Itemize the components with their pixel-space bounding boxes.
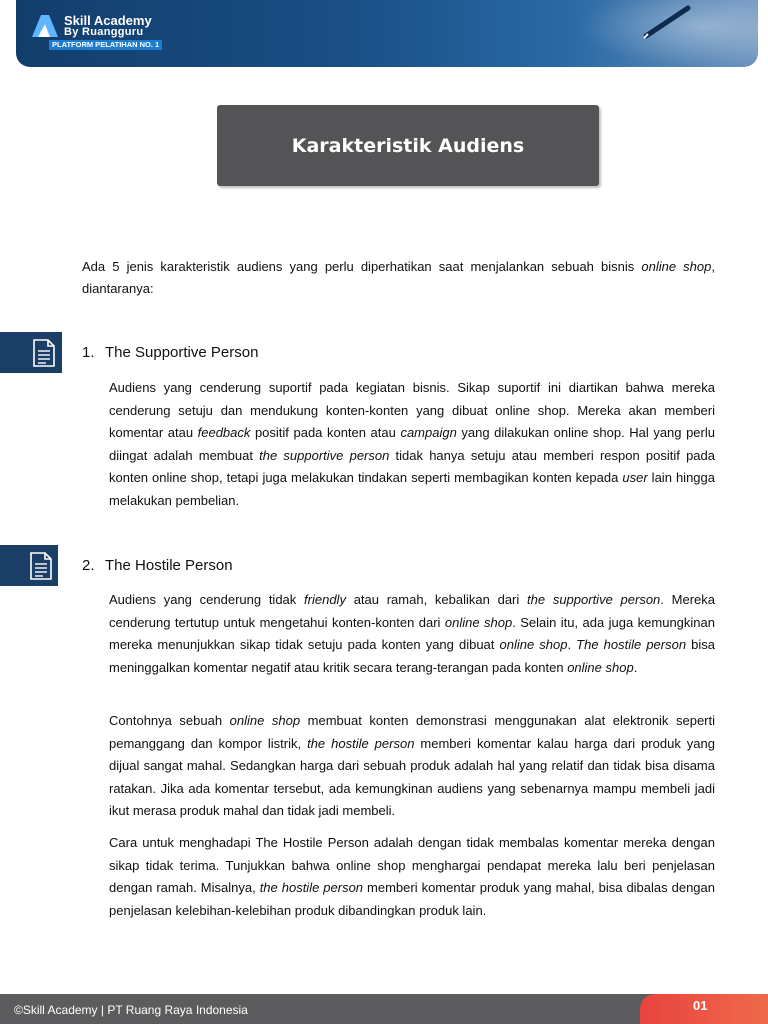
text-span: .	[633, 659, 638, 675]
intro-paragraph	[82, 256, 715, 300]
text-span: . Mereka cenderung tertutup untuk mengetahui konten-konten dari	[109, 592, 715, 630]
document-icon	[33, 339, 55, 367]
brand-subtitle: By Ruangguru	[64, 26, 144, 38]
text-span: tidak hanya setuju atau memberi respon positif pada konten online shop, tetapi juga melakukan tindakan seperti membagikan konten kepada	[109, 447, 715, 485]
text-span: Cara untuk menghadapi The Hostile Person adalah dengan tidak membalas komentar mereka dengan sikap tidak terima. Tunjukkan bahwa online shop menghargai pendapat mereka lalu beri penjelasan dengan ramah. Misalnya,	[109, 835, 715, 895]
text-span: .	[567, 637, 577, 652]
text-span: Contohnya sebuah	[109, 713, 230, 728]
skill-academy-logo-mark	[32, 15, 58, 37]
text-span: lain hingga melakukan pembelian.	[109, 470, 715, 508]
text-italic: friendly	[304, 592, 346, 607]
section-2-heading	[82, 557, 233, 574]
section-1-paragraph-1	[109, 377, 715, 512]
section-2-paragraph-1	[109, 589, 715, 679]
text-span: bisa meninggalkan komentar negatif atau kritik secara terang-terangan pada konten	[109, 637, 716, 675]
document-icon	[30, 552, 52, 580]
page-title: Karakteristik Audiens	[291, 134, 525, 157]
section-2-icon-tab	[0, 545, 58, 586]
text-span: positif pada konten atau	[250, 425, 401, 440]
section-2-paragraph-2	[109, 710, 715, 823]
text-italic: online shop	[229, 713, 301, 728]
text-italic: the hostile person	[259, 880, 364, 895]
section-1-heading	[82, 344, 258, 361]
section-1-title: The Supportive Person	[105, 344, 259, 361]
intro-text-3: , diantaranya:	[82, 259, 715, 296]
text-italic: the supportive person	[527, 592, 661, 607]
text-italic: the hostile person	[307, 735, 415, 751]
text-italic: the supportive person	[259, 447, 390, 463]
section-1-number: 1.	[82, 344, 95, 361]
text-italic: user	[622, 470, 648, 485]
section-1-icon-tab	[0, 332, 62, 373]
text-italic: The hostile person	[576, 637, 687, 652]
section-2-paragraph-3	[109, 832, 715, 922]
intro-text-2: online shop	[641, 259, 712, 274]
text-italic: feedback	[197, 425, 251, 440]
brand-title: Skill Academy	[64, 13, 152, 28]
pen-icon	[638, 2, 698, 42]
page-number: 01	[693, 998, 708, 1013]
text-italic: online shop	[499, 637, 568, 652]
footer-copyright: ©Skill Academy | PT Ruang Raya Indonesia	[14, 1003, 248, 1017]
text-span: . Selain itu, ada juga kemungkinan mereka menunjukkan sikap tidak setuju pada konten yang dibuat	[109, 614, 715, 652]
text-span: yang dilakukan online shop. Hal yang perlu diingat adalah membuat	[109, 425, 715, 463]
text-span: memberi komentar kalau harga dari produk yang dijual sangat mahal. Sedangkan harga dari sebuah produk adalah hal yang relatif dan tidak bisa disama ratakan. Jika ada komentar tersebut, ada kemungkinan audiens yang sebenarnya mampu membeli jadi ikut merasa produk mahal dan tidak jadi membeli.	[109, 735, 715, 818]
text-italic: online shop	[567, 659, 634, 675]
intro-text-1: Ada 5 jenis karakteristik audiens yang perlu diperhatikan saat menjalankan sebuah bisnis	[82, 259, 642, 274]
page-number-tab	[640, 994, 768, 1024]
text-span: Audiens yang cenderung tidak	[109, 592, 305, 607]
text-italic: campaign	[400, 425, 457, 440]
title-box	[217, 105, 599, 186]
text-span: membuat konten demonstrasi menggunakan alat elektronik seperti pemanggang dan kompor listrik,	[109, 713, 716, 751]
header-banner	[16, 0, 758, 67]
section-2-number: 2.	[82, 557, 95, 574]
text-span: memberi komentar produk yang mahal, bisa dibalas dengan penjelasan kelebihan-kelebihan produk dibandingkan produk lain.	[109, 880, 715, 918]
text-span: atau ramah, kebalikan dari	[345, 592, 528, 607]
text-span: Audiens yang cenderung suportif pada kegiatan bisnis. Sikap suportif ini diartikan bahwa mereka cenderung setuju dan mendukung konten-konten yang dibuat online shop. Mereka akan memberi komentar atau	[109, 380, 715, 440]
section-2-title: The Hostile Person	[105, 557, 233, 574]
text-italic: online shop	[444, 614, 513, 630]
brand-badge: PLATFORM PELATIHAN NO. 1	[49, 40, 162, 50]
